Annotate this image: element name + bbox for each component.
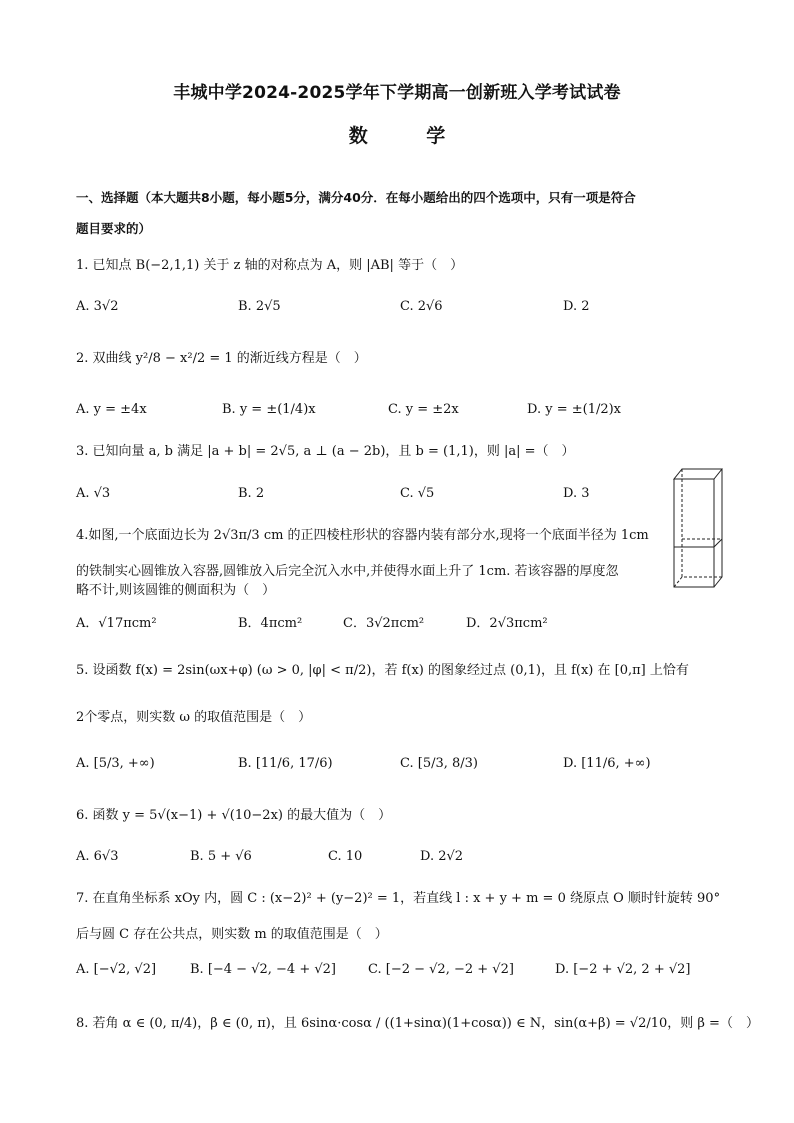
- q4-option-d: D．2√3πcm²: [466, 616, 548, 631]
- q6-option-a: A. 6√3: [76, 849, 119, 864]
- question-4-line2: 的铁制实心圆锥放入容器,圆锥放入后完全沉入水中,并使得水面上升了 1cm. 若该容器的厚度忽: [76, 564, 619, 579]
- q6-option-d: D. 2√2: [420, 849, 464, 864]
- q3-option-b: B. 2: [238, 486, 265, 501]
- exam-title: 丰城中学2024-2025学年下学期高一创新班入学考试试卷: [173, 83, 621, 103]
- question-5-line1: 5. 设函数 f(x) = 2sin(ωx+φ) (ω > 0, |φ| < π/2)，若 f(x) 的图象经过点 (0,1)，且 f(x) 在 [0,π] 上恰有: [76, 663, 689, 678]
- q2-option-b: B. y = ±(1/4)x: [222, 402, 316, 417]
- q7-option-d: D. [−2 + √2, 2 + √2]: [555, 962, 691, 977]
- question-7-line1: 7. 在直角坐标系 xOy 内，圆 C : (x−2)² + (y−2)² = 1，若直线 l : x + y + m = 0 绕原点 O 顺时针旋转 90°: [76, 891, 721, 906]
- q7-option-b: B. [−4 − √2, −4 + √2]: [190, 962, 336, 977]
- question-4-line1: 4.如图,一个底面边长为 2√3π/3 cm 的正四棱柱形状的容器内装有部分水,现将一个底面半径为 1cm: [76, 528, 649, 543]
- q2-option-c: C. y = ±2x: [388, 402, 459, 417]
- question-2-stem: 2. 双曲线 y²/8 − x²/2 = 1 的渐近线方程是（ ）: [76, 351, 367, 366]
- question-6-stem: 6. 函数 y = 5√(x−1) + √(10−2x) 的最大值为（ ）: [76, 808, 392, 823]
- q7-option-a: A. [−√2, √2]: [76, 962, 157, 977]
- q5-option-b: B. [11/6, 17/6): [238, 756, 333, 771]
- q2-option-d: D. y = ±(1/2)x: [527, 402, 622, 417]
- q5-option-c: C. [5/3, 8/3): [400, 756, 478, 771]
- question-3-stem: 3. 已知向量 a, b 满足 |a + b| = 2√5, a ⊥ (a − 2b)，且 b = (1,1)，则 |a| =（ ）: [76, 444, 575, 459]
- q3-option-d: D. 3: [563, 486, 590, 501]
- q5-option-d: D. [11/6, +∞): [563, 756, 651, 771]
- q3-option-a: A. √3: [76, 486, 111, 501]
- question-1-stem: 1. 已知点 B(−2,1,1) 关于 z 轴的对称点为 A，则 |AB| 等于（ ）: [76, 258, 464, 273]
- q1-option-d: D. 2: [563, 299, 590, 314]
- q1-option-c: C. 2√6: [400, 299, 443, 314]
- q5-option-a: A. [5/3, +∞): [76, 756, 155, 771]
- question-8-stem: 8. 若角 α ∈ (0, π/4)，β ∈ (0, π)，且 6sinα·cosα / ((1+sinα)(1+cosα)) ∈ N，sin(α+β) = √2/10，则 β =（ ）: [76, 1016, 759, 1031]
- q6-option-c: C. 10: [328, 849, 363, 864]
- question-5-line2: 2个零点，则实数 ω 的取值范围是（ ）: [76, 710, 312, 725]
- q1-option-b: B. 2√5: [238, 299, 281, 314]
- question-4-line3: 略不计,则该圆锥的侧面积为（ ）: [76, 583, 276, 598]
- prism-container-figure: [670, 463, 726, 591]
- q7-option-c: C. [−2 − √2, −2 + √2]: [368, 962, 514, 977]
- q1-option-a: A. 3√2: [76, 299, 119, 314]
- question-7-line2: 后与圆 C 存在公共点，则实数 m 的取值范围是（ ）: [76, 927, 388, 942]
- q2-option-a: A. y = ±4x: [76, 402, 147, 417]
- q4-option-c: C．3√2πcm²: [343, 616, 425, 631]
- section-heading-cont: 题目要求的）: [76, 221, 152, 236]
- q4-option-a: A．√17πcm²: [76, 616, 157, 631]
- q3-option-c: C. √5: [400, 486, 435, 501]
- q4-option-b: B．4πcm²: [238, 616, 303, 631]
- subject-title: 数 学: [348, 125, 472, 147]
- q6-option-b: B. 5 + √6: [190, 849, 252, 864]
- section-heading: 一、选择题（本大题共8小题，每小题5分，满分40分．在每小题给出的四个选项中，只有一项是符合: [76, 190, 636, 205]
